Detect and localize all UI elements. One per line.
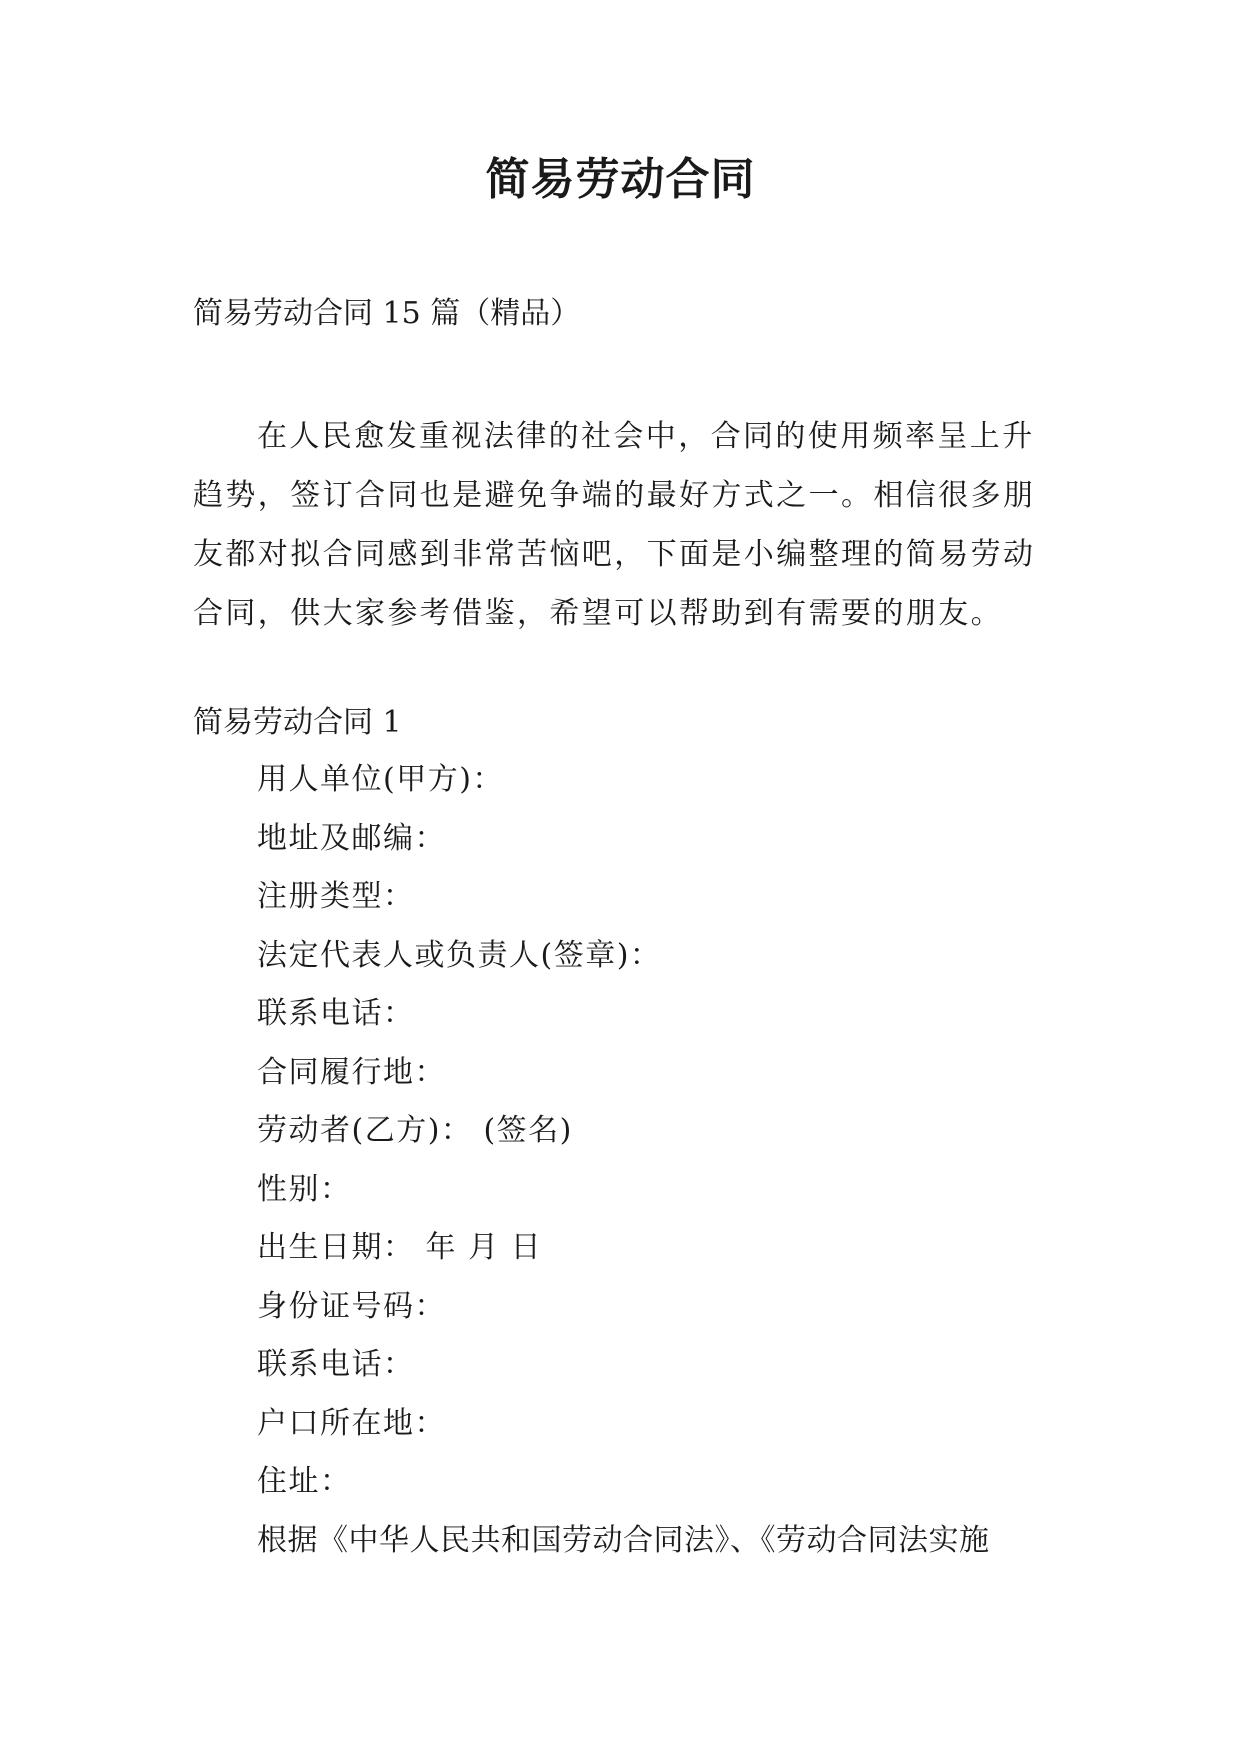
field-legal-representative: 法定代表人或负责人(签章)： xyxy=(257,937,662,973)
field-employee: 劳动者(乙方)： (签名) xyxy=(257,1113,573,1148)
field-gender: 性别： xyxy=(257,1171,352,1207)
legal-basis-line: 根据《中华人民共和国劳动合同法》、《劳动合同法实施 xyxy=(257,1522,990,1558)
field-employer-phone: 联系电话： xyxy=(257,996,415,1031)
field-household-registration: 户口所在地： xyxy=(257,1405,446,1441)
field-id-number: 身份证号码： xyxy=(257,1288,446,1324)
document-subtitle: 简易劳动合同 15 篇（精品） xyxy=(193,296,581,331)
field-residence: 住址： xyxy=(257,1464,352,1499)
field-employee-phone: 联系电话： xyxy=(257,1347,415,1382)
contract-fields-list xyxy=(257,758,1057,1577)
field-registration-type: 注册类型： xyxy=(257,879,415,914)
field-contract-location: 合同履行地： xyxy=(257,1054,446,1090)
field-employer: 用人单位(甲方)： xyxy=(257,762,504,797)
field-birth-date: 出生日期： 年 月 日 xyxy=(257,1230,543,1265)
field-address-postcode: 地址及邮编： xyxy=(257,820,446,856)
intro-paragraph: 在人民愈发重视法律的社会中，合同的使用频率呈上升趋势，签订合同也是避免争端的最好方式之一。相信很多朋友都对拟合同感到非常苦恼吧，下面是小编整理的简易劳动合同，供大家参考借鉴，希望可以帮助到有需要的朋友。 xyxy=(193,419,1036,631)
section-heading: 简易劳动合同 1 xyxy=(193,705,402,740)
document-title: 简易劳动合同 xyxy=(485,154,756,205)
